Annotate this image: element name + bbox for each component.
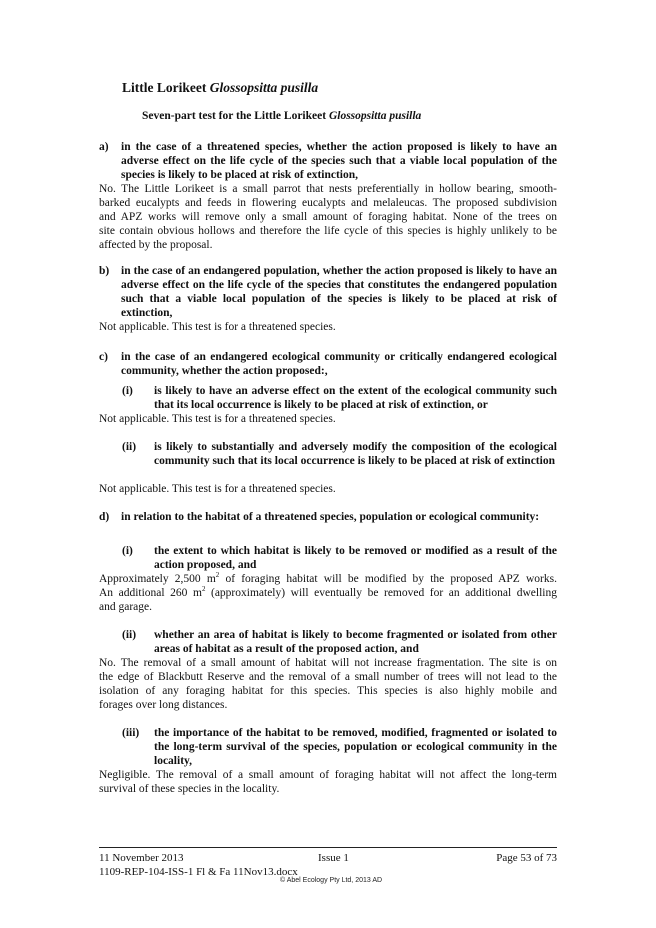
subquestion-text: the importance of the habitat to be removed, modified, fragmented or isolated to the long-term survival of the species, population or ecological community in the locality, bbox=[154, 727, 557, 767]
subquestion-text: whether an area of habitat is likely to become fragmented or isolated from other areas of habitat as a result of the proposed action, and bbox=[154, 629, 557, 655]
question-c-ii bbox=[122, 440, 557, 482]
answer-line: No. The Little Lorikeet is a small parrot that nests preferentially in hollow bearing, smooth- bbox=[99, 183, 557, 195]
answer-d-iii bbox=[99, 768, 557, 796]
answer-line: the edge of Blackbutt Reserve and the removal of a small number of trees will not lead to the bbox=[99, 671, 557, 683]
question-c bbox=[99, 350, 557, 378]
footer-issue: Issue 1 bbox=[318, 852, 349, 864]
answer-c-i bbox=[99, 412, 557, 426]
subquestion-label: (i) bbox=[122, 385, 133, 397]
subquestion-label: (ii) bbox=[122, 441, 137, 453]
answer-line: Not applicable. This test is for a threatened species. bbox=[99, 321, 336, 333]
page-subtitle: Seven-part test for the Little Lorikeet Glossopsitta pusilla bbox=[142, 110, 422, 122]
question-text: in the case of a threatened species, whether the action proposed is likely to have an adverse effect on the life cycle of the species such that a viable local population of the species is likely to be placed at risk of extinction, bbox=[121, 141, 557, 181]
footer-date: 11 November 2013 bbox=[99, 852, 184, 864]
superscript: 2 bbox=[215, 571, 220, 579]
answer-line: site contain obvious hollows and therefore the life cycle of this species is highly unlikely to be bbox=[99, 225, 557, 237]
question-d bbox=[99, 510, 557, 538]
subquestion-text: is likely to have an adverse effect on the extent of the ecological community such that its local occurrence is likely to be placed at risk of extinction, or bbox=[154, 385, 557, 411]
question-d-ii bbox=[122, 628, 557, 656]
answer-line: No. The removal of a small amount of habitat will not increase fragmentation. The site is on bbox=[99, 657, 557, 669]
answer-line: forages over long distances. bbox=[99, 699, 228, 711]
question-a bbox=[99, 140, 557, 182]
footer-page-number: Page 53 of 73 bbox=[496, 852, 557, 864]
answer-d-i bbox=[99, 572, 557, 614]
subquestion-text: is likely to substantially and adversely modify the composition of the ecological community such that its local occurrence is likely to be placed at risk of extinction bbox=[154, 441, 557, 467]
answer-a bbox=[99, 182, 557, 252]
question-label: c) bbox=[99, 351, 108, 363]
answer-line: and garage. bbox=[99, 601, 152, 613]
answer-line: and APZ works will remove only a small amount of foraging habitat. None of the trees on bbox=[99, 211, 557, 223]
question-label: a) bbox=[99, 141, 109, 153]
answer-c-ii bbox=[99, 482, 557, 496]
question-d-i bbox=[122, 544, 557, 572]
subquestion-text: the extent to which habitat is likely to be removed or modified as a result of the action proposed, and bbox=[154, 545, 557, 571]
subquestion-label: (i) bbox=[122, 545, 133, 557]
answer-line: Negligible. The removal of a small amount of foraging habitat will not affect the long-term bbox=[99, 769, 557, 781]
question-text: in relation to the habitat of a threatened species, population or ecological community: bbox=[121, 511, 540, 523]
footer-divider bbox=[99, 847, 557, 848]
superscript: 2 bbox=[201, 585, 206, 593]
species-name: Glossopsitta pusilla bbox=[209, 80, 319, 95]
question-c-i bbox=[122, 384, 557, 412]
answer-line: survival of these species in the locality. bbox=[99, 783, 280, 795]
subtitle-species: Glossopsitta pusilla bbox=[328, 110, 422, 122]
question-label: b) bbox=[99, 265, 110, 277]
answer-line: barked eucalypts and feeds in flowering eucalypts and melaleucas. The proposed subdivision bbox=[99, 197, 557, 209]
question-text: in the case of an endangered ecological community or critically endangered ecological community, whether the action proposed:, bbox=[121, 351, 557, 377]
question-b bbox=[99, 264, 557, 320]
page-title: Little Lorikeet Glossopsitta pusilla bbox=[122, 80, 319, 95]
answer-line: Approximately 2,500 $m^2$ of foraging habitat will be modified by the proposed APZ works. bbox=[99, 571, 557, 585]
question-d-iii bbox=[122, 726, 557, 768]
answer-line: affected by the proposal. bbox=[99, 239, 213, 251]
answer-d-ii bbox=[99, 656, 557, 712]
question-label: d) bbox=[99, 511, 110, 523]
subquestion-label: (ii) bbox=[122, 629, 137, 641]
subquestion-label: (iii) bbox=[122, 727, 140, 739]
answer-line: isolation of any foraging habitat for this species. This species is also highly mobile and bbox=[99, 685, 557, 697]
answer-b bbox=[99, 320, 557, 334]
footer-doc-ref: 1109-REP-104-ISS-1 Fl & Fa 11Nov13.docx bbox=[99, 866, 298, 878]
answer-line: Not applicable. This test is for a threatened species. bbox=[99, 413, 336, 425]
question-text: in the case of an endangered population, whether the action proposed is likely to have an adverse effect on the life cycle of the species that constitutes the endangered population such that a viable local population of the species is likely to be placed at risk of extinction, bbox=[121, 265, 557, 319]
answer-line: An additional 260 $m^2$ (approximately) will eventually be removed for an additional dwelling bbox=[99, 585, 557, 599]
answer-line: Not applicable. This test is for a threatened species. bbox=[99, 483, 336, 495]
footer-copyright: © Abel Ecology Pty Ltd, 2013 AD bbox=[280, 877, 383, 884]
